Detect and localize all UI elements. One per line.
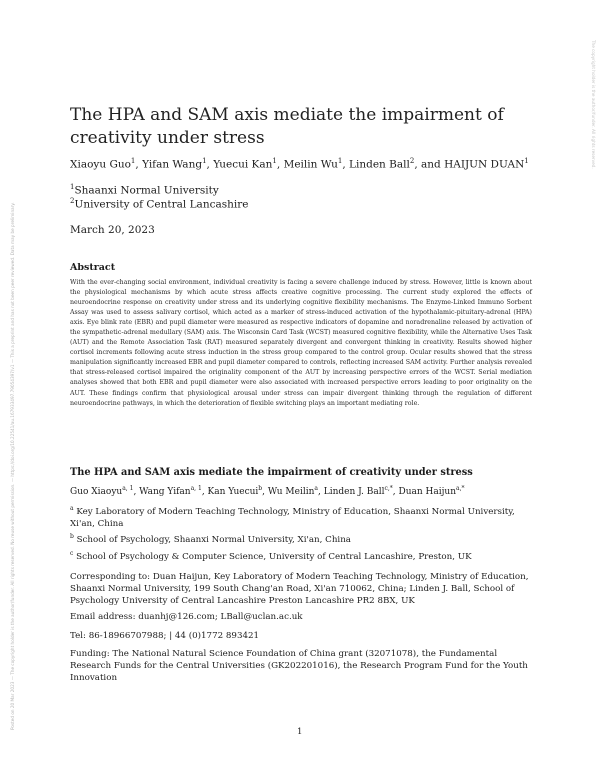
author-affiliation-mark: 2	[409, 157, 415, 165]
author-affiliation-mark: 1	[202, 157, 207, 165]
preprint-watermark-right: The copyright holder is the author/funder. All rights reserved.	[591, 40, 596, 169]
author-affiliation-mark: a,*	[456, 485, 465, 492]
author-affiliation-mark: 1	[524, 157, 529, 165]
author-name: Duan Haijun	[398, 487, 457, 497]
paper-title: The HPA and SAM axis mediate the impairment of creativity under stress	[70, 105, 504, 148]
author-name: HAIJUN DUAN	[444, 158, 525, 171]
abstract-heading: Abstract	[70, 262, 116, 273]
author-name: Guo Xiaoyu	[70, 487, 123, 497]
email-addresses: Email address: duanhj@126.com; LBall@uclan.ac.uk	[70, 612, 303, 622]
author-affiliation-mark: a	[314, 485, 318, 492]
section-title: The HPA and SAM axis mediate the impairment of creativity under stress	[70, 467, 473, 478]
author-name: Linden J. Ball	[323, 487, 385, 497]
author-name: Wang Yifan	[139, 487, 191, 497]
author-affiliation-mark: a, 1	[122, 485, 134, 492]
affiliation-b: $^b$ School of Psychology, Shaanxi Normal University, Xi'an, China	[70, 533, 351, 545]
author-list-full: Guo Xiaoyu$^{a, 1}$, Wang Yifan$^{a, 1}$, Kan Yuecui$^b$, Wu Meilin$^a$, Linden J. Ball$^{c,*}$, Duan Haijun$^{a,*}$	[70, 485, 465, 497]
author-affiliation-mark: 1	[272, 157, 277, 165]
preprint-watermark-left: Posted on 20 Mar 2023 — The copyright holder is the author/funder. All rights reserved. No reuse without permission. — https://doi.org/10.22541/au.167933497.79054397/v1 — This a preprint and has not been peer reviewed. Data may be preliminary.	[10, 202, 15, 730]
author-affiliation-mark: c,*	[384, 485, 393, 492]
paper-date: March 20, 2023	[70, 224, 155, 236]
affiliation-a: $^a$ Key Laboratory of Modern Teaching Technology, Ministry of Education, Shaanxi Normal University, Xi'an, China	[70, 505, 515, 529]
author-name: Meilin Wu	[283, 158, 338, 171]
telephone: Tel: 86-18966707988; | 44 (0)1772 893421	[70, 631, 260, 641]
author-affiliation-mark: 1	[130, 157, 136, 165]
author-name: Yuecui Kan	[213, 158, 273, 171]
author-name: Linden Ball	[349, 158, 410, 171]
author-name: Xiaoyu Guo	[70, 158, 131, 171]
affiliation-c: $^c$ School of Psychology & Computer Science, University of Central Lancashire, Preston, UK	[70, 550, 472, 562]
author-affiliation-mark: b	[258, 485, 263, 492]
page-number: 1	[297, 727, 303, 737]
author-name: Yifan Wang	[142, 158, 203, 171]
author-name: Wu Meilin	[267, 487, 315, 497]
affiliation-2: $^2$University of Central Lancashire	[70, 197, 249, 211]
abstract-text: With the ever-changing social environment, individual creativity is facing a severe challenge induced by stress. However, little is known about the physiological mechanisms by which acute stress affects creative cognitive processing. The current study explored the effects of neuroendocrine response on creativity under stress and its underlying cognitive flexibility mechanisms. The Enzyme-Linked Immuno Sorbent Assay was used to assess salivary cortisol, which acted as a marker of stress-induced activation of the hypothalamic-pituitary-adrenal (HPA) axis. Eye blink rate (EBR) and pupil diameter were measured as respective indicators of dopamine and noradrenaline released by activation of the sympathetic-adrenal medullary (SAM) axis. The Wisconsin Card Task (WCST) measured cognitive flexibility, while the Alternative Uses Task (AUT) and the Remote Association Task (RAT) measured separately divergent and convergent thinking in creativity. Results showed higher cortisol increments following acute stress induction in the stress group compared to the control group. Ocular results showed that the stress manipulation significantly increased EBR and pupil diameter compared to controls, reflecting increased SAM activity. Further analysis revealed that stress-released cortisol impaired the originality component of the AUT by increasing perspective errors of the WCST. Serial mediation analyses showed that both EBR and pupil diameter were also associated with increased perspective errors leading to poor originality on the AUT. These findings confirm that physiological arousal under stress can impair divergent thinking through the regulation of different neuroendocrine pathways, in which the deterioration of flexible switching plays an important mediating role.	[70, 279, 532, 407]
author-list: Xiaoyu Guo$^1$, Yifan Wang$^1$, Yuecui Kan$^1$, Meilin Wu$^1$, Linden Ball$^2$, and HAIJUN DUAN$^1$	[70, 157, 529, 171]
author-affiliation-mark: 1	[337, 157, 343, 165]
author-affiliation-mark: a, 1	[190, 485, 202, 492]
author-name: Kan Yuecui	[207, 487, 259, 497]
funding-statement: Funding: The National Natural Science Foundation of China grant (32071078), the Fundamental Research Funds for the Central Universities (GK202201016), the Research Program Fund for the Youth Innovation	[70, 649, 528, 684]
affiliation-1: $^1$Shaanxi Normal University	[70, 183, 219, 197]
corresponding-author: Corresponding to: Duan Haijun, Key Laboratory of Modern Teaching Technology, Ministry of Education, Shaanxi Normal University, 199 South Chang'an Road, Xi'an 710062, China; Linden J. Ball, School of Psychology University of Central Lancashire Preston Lancashire PR2 8BX, UK	[70, 572, 529, 607]
